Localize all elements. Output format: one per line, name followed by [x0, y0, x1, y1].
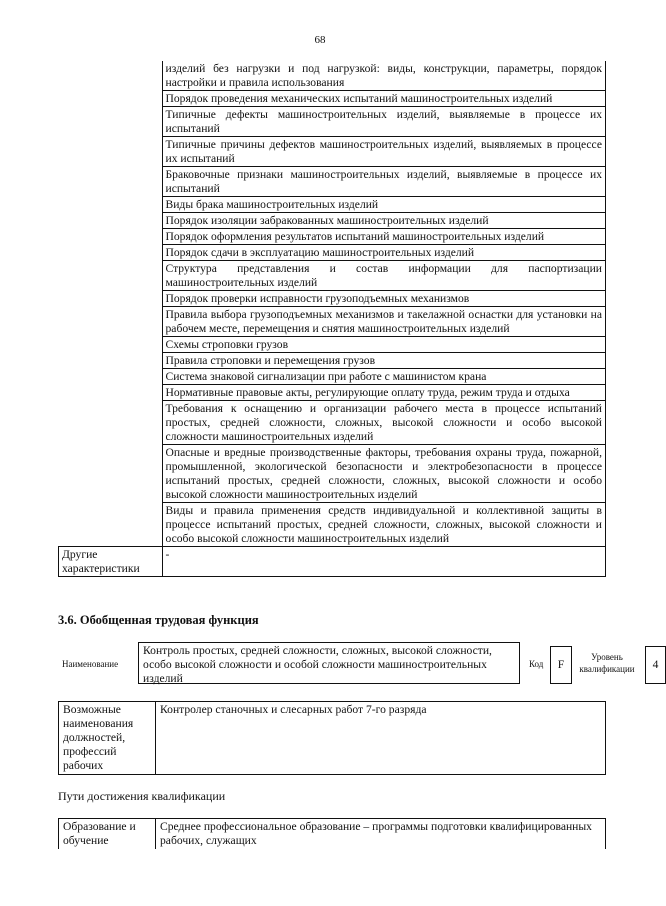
knowledge-row-label-cell: [59, 197, 163, 213]
knowledge-row-label-cell: [59, 369, 163, 385]
knowledge-row-label-cell: [59, 503, 163, 547]
education-table: [58, 818, 606, 849]
knowledge-row-label-cell: [59, 107, 163, 137]
other-characteristics-value: -: [162, 547, 606, 577]
knowledge-row-text: Схемы строповки грузов: [162, 337, 606, 353]
education-label: Образование и обучение: [59, 819, 156, 850]
knowledge-row: [59, 107, 606, 137]
knowledge-row: [59, 137, 606, 167]
qualification-level-box: 4: [645, 646, 666, 684]
knowledge-row-text: Порядок проведения механических испытаний машиностроительных изделий: [162, 91, 606, 107]
knowledge-row-label-cell: [59, 385, 163, 401]
knowledge-row-text: Порядок сдачи в эксплуатацию машиностроительных изделий: [162, 245, 606, 261]
knowledge-row-label-cell: [59, 445, 163, 503]
positions-label: Возможные наименования должностей, профессий рабочих: [59, 702, 156, 775]
knowledge-row-text: Порядок изоляции забракованных машиностроительных изделий: [162, 213, 606, 229]
knowledge-row: [59, 61, 606, 91]
qualification-paths-heading: Пути достижения квалификации: [58, 789, 226, 803]
knowledge-row: [59, 291, 606, 307]
knowledge-row: [59, 385, 606, 401]
knowledge-row: [59, 245, 606, 261]
knowledge-row-label-cell: [59, 137, 163, 167]
knowledge-row-text: Правила выбора грузоподъемных механизмов и такелажной оснастки для установки на рабочем месте, перемещения и снятия машиностроительных изделий: [162, 307, 606, 337]
knowledge-row-text: Порядок оформления результатов испытаний машиностроительных изделий: [162, 229, 606, 245]
knowledge-row-text: Типичные причины дефектов машиностроительных изделий, выявляемых в процессе их испытаний: [162, 137, 606, 167]
function-name-box: Контроль простых, средней сложности, сложных, высокой сложности, особо высокой сложности и особой сложности машиностроительных изделий: [138, 642, 520, 684]
knowledge-row: [59, 401, 606, 445]
knowledge-row-label-cell: [59, 167, 163, 197]
other-characteristics-label: Другие характеристики: [59, 547, 163, 577]
knowledge-row: [59, 307, 606, 337]
knowledge-row-label-cell: [59, 291, 163, 307]
knowledge-row-text: Виды и правила применения средств индивидуальной и коллективной защиты в процессе испытаний простых, средней сложности, сложных, высокой сложности и особо высокой сложности машиностроительных изделий: [162, 503, 606, 547]
name-label: Наименование: [62, 659, 119, 669]
knowledge-row: [59, 353, 606, 369]
knowledge-row-label-cell: [59, 353, 163, 369]
knowledge-row: [59, 197, 606, 213]
code-label: Код: [529, 659, 544, 669]
knowledge-row: [59, 167, 606, 197]
knowledge-row-label-cell: [59, 337, 163, 353]
knowledge-row-label-cell: [59, 401, 163, 445]
knowledge-row: [59, 445, 606, 503]
knowledge-row: [59, 261, 606, 291]
qualification-level-label: Уровень квалификации: [579, 652, 635, 674]
knowledge-row: [59, 213, 606, 229]
knowledge-row-label-cell: [59, 91, 163, 107]
knowledge-row-text: Правила строповки и перемещения грузов: [162, 353, 606, 369]
knowledge-row: [59, 369, 606, 385]
knowledge-row: [59, 91, 606, 107]
function-code-box: F: [550, 646, 572, 684]
knowledge-row-text: Браковочные признаки машиностроительных изделий, выявляемые в процессе их испытаний: [162, 167, 606, 197]
knowledge-row-text: Структура представления и состав информации для паспортизации машиностроительных изделий: [162, 261, 606, 291]
page-number: 68: [314, 34, 326, 46]
knowledge-row-text: Опасные и вредные производственные факторы, требования охраны труда, пожарной, промышленной, экологической безопасности и электробезопасности в процессе испытаний простых, средней сложности, сложных, высокой сложности и особо высокой сложности машиностроительных изделий: [162, 445, 606, 503]
knowledge-row-text: Требования к оснащению и организации рабочего места в процессе испытаний простых, средней сложности, сложных, высокой сложности и особо высокой сложности машиностроительных изделий: [162, 401, 606, 445]
knowledge-row-label-cell: [59, 61, 163, 91]
knowledge-table: [58, 61, 606, 577]
knowledge-row: [59, 337, 606, 353]
positions-table: [58, 701, 606, 775]
knowledge-row: [59, 229, 606, 245]
knowledge-row-text: Виды брака машиностроительных изделий: [162, 197, 606, 213]
knowledge-row-text: Типичные дефекты машиностроительных изделий, выявляемые в процессе их испытаний: [162, 107, 606, 137]
knowledge-row-text: изделий без нагрузки и под нагрузкой: виды, конструкции, параметры, порядок настройки и правила использования: [162, 61, 606, 91]
knowledge-row-label-cell: [59, 213, 163, 229]
education-value: Среднее профессиональное образование – программы подготовки квалифицированных рабочих, служащих: [156, 819, 606, 850]
knowledge-row-label-cell: [59, 307, 163, 337]
knowledge-row-text: Нормативные правовые акты, регулирующие оплату труда, режим труда и отдыха: [162, 385, 606, 401]
generalized-function-row: [58, 642, 659, 686]
positions-value: Контролер станочных и слесарных работ 7-го разряда: [156, 702, 606, 775]
section-heading: 3.6. Обобщенная трудовая функция: [58, 613, 259, 627]
other-characteristics-row: [59, 547, 606, 577]
knowledge-row-label-cell: [59, 261, 163, 291]
knowledge-row-label-cell: [59, 229, 163, 245]
knowledge-row-text: Система знаковой сигнализации при работе с машинистом крана: [162, 369, 606, 385]
knowledge-row-text: Порядок проверки исправности грузоподъемных механизмов: [162, 291, 606, 307]
knowledge-row: [59, 503, 606, 547]
knowledge-row-label-cell: [59, 245, 163, 261]
